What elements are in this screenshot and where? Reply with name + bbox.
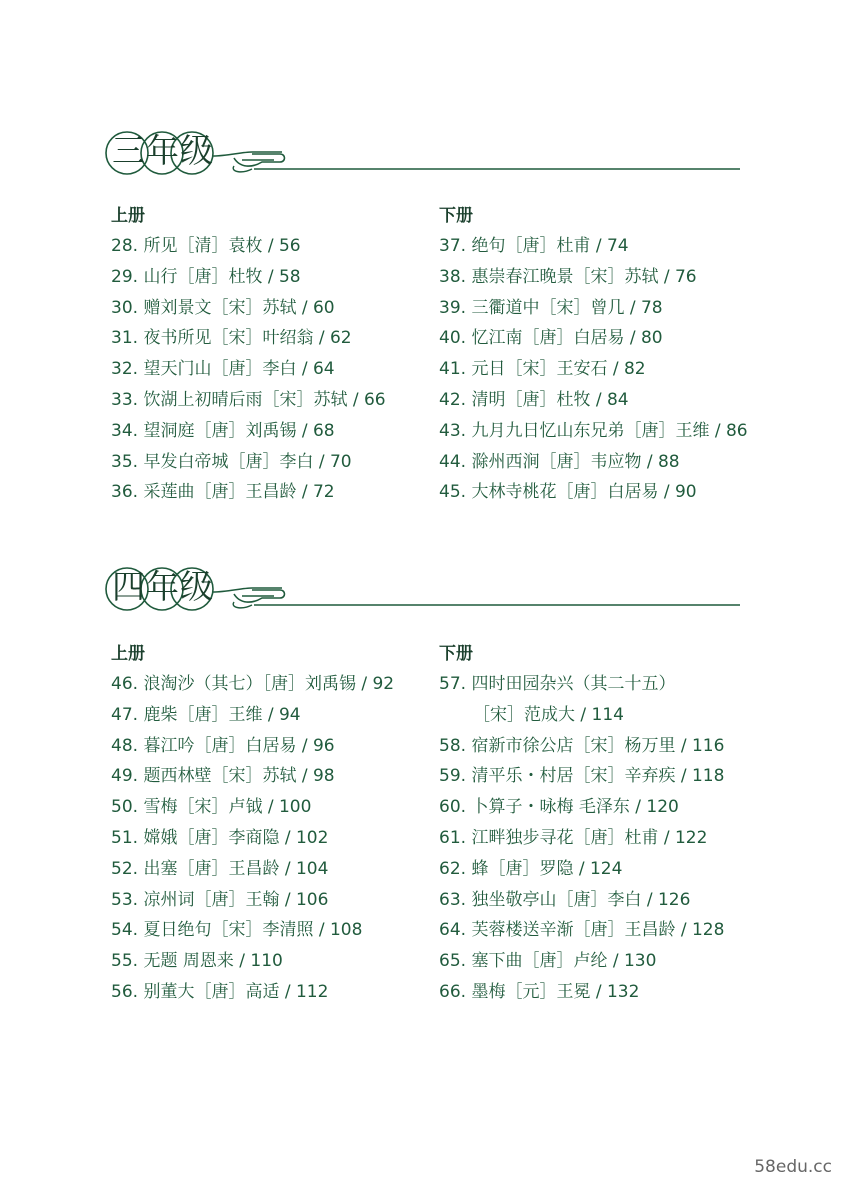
- list-item: 57. 四时田园杂兴（其二十五）: [439, 674, 676, 694]
- list-item: 50. 雪梅［宋］卢钺 / 100: [111, 797, 312, 818]
- list-item: 60. 卜算子・咏梅 毛泽东 / 120: [439, 797, 679, 818]
- list-item: 48. 暮江吟［唐］白居易 / 96: [111, 735, 335, 756]
- list-item: 49. 题西林壁［宋］苏轼 / 98: [111, 766, 335, 787]
- list-item: 64. 芙蓉楼送辛渐［唐］王昌龄 / 128: [439, 920, 725, 941]
- list-item: 61. 江畔独步寻花［唐］杜甫 / 122: [439, 827, 708, 848]
- list-item: 35. 早发白帝城［唐］李白 / 70: [111, 451, 352, 472]
- list-item: 63. 独坐敬亭山［唐］李白 / 126: [439, 889, 691, 910]
- list-item: 31. 夜书所见［宋］叶绍翁 / 62: [111, 328, 352, 349]
- list-item: 66. 墨梅［元］王冕 / 132: [439, 981, 640, 1002]
- grade4-title: 四年级: [112, 567, 214, 606]
- grade4-left-heading: 上册: [111, 644, 145, 664]
- list-item: 43. 九月九日忆山东兄弟［唐］王维 / 86: [439, 420, 748, 441]
- list-item: 28. 所见［清］袁枚 / 56: [111, 236, 301, 256]
- list-item: 39. 三衢道中［宋］曾几 / 78: [439, 297, 663, 318]
- list-item: 29. 山行［唐］杜牧 / 58: [111, 266, 301, 287]
- list-item: 38. 惠崇春江晚景［宋］苏轼 / 76: [439, 266, 697, 287]
- list-item: 41. 元日［宋］王安石 / 82: [439, 359, 646, 380]
- grade3-title: 三年级: [112, 131, 214, 170]
- list-item: 37. 绝句［唐］杜甫 / 74: [439, 236, 629, 256]
- list-item: 33. 饮湖上初晴后雨［宋］苏轼 / 66: [111, 389, 386, 410]
- grade4-right-column: [439, 643, 839, 1012]
- list-item-continuation: ［宋］范成大 / 114: [473, 704, 624, 725]
- list-item: 55. 无题 周恩来 / 110: [111, 951, 283, 972]
- list-item: 53. 凉州词［唐］王翰 / 106: [111, 889, 329, 910]
- list-item: 47. 鹿柴［唐］王维 / 94: [111, 704, 301, 725]
- list-item: 58. 宿新市徐公店［宋］杨万里 / 116: [439, 735, 725, 756]
- list-item: 46. 浪淘沙（其七）［唐］刘禹锡 / 92: [111, 674, 395, 694]
- list-item: 34. 望洞庭［唐］刘禹锡 / 68: [111, 420, 335, 441]
- list-item: 45. 大林寺桃花［唐］白居易 / 90: [439, 482, 697, 503]
- list-item: 32. 望天门山［唐］李白 / 64: [111, 359, 335, 380]
- list-item: 36. 采莲曲［唐］王昌龄 / 72: [111, 482, 335, 503]
- grade4-header: [102, 564, 742, 614]
- list-item: 51. 嫦娥［唐］李商隐 / 102: [111, 827, 329, 848]
- list-item: 65. 塞下曲［唐］卢纶 / 130: [439, 951, 657, 972]
- grade3-header: [102, 128, 742, 178]
- list-item: 62. 蜂［唐］罗隐 / 124: [439, 858, 623, 879]
- list-item: 52. 出塞［唐］王昌龄 / 104: [111, 858, 329, 879]
- list-item: 42. 清明［唐］杜牧 / 84: [439, 389, 629, 410]
- grade3-left-heading: 上册: [111, 206, 145, 226]
- list-item: 40. 忆江南［唐］白居易 / 80: [439, 328, 663, 349]
- list-item: 59. 清平乐・村居［宋］辛弃疾 / 118: [439, 766, 725, 787]
- list-item: 54. 夏日绝句［宋］李清照 / 108: [111, 920, 363, 941]
- watermark: 58edu.cc: [754, 1157, 832, 1177]
- list-item: 56. 别董大［唐］高适 / 112: [111, 981, 329, 1002]
- grade3-right-column: [439, 205, 839, 512]
- grade4-right-heading: 下册: [439, 644, 473, 664]
- list-item: 30. 赠刘景文［宋］苏轼 / 60: [111, 297, 335, 318]
- list-item: 44. 滁州西涧［唐］韦应物 / 88: [439, 451, 680, 472]
- grade3-right-heading: 下册: [439, 206, 473, 226]
